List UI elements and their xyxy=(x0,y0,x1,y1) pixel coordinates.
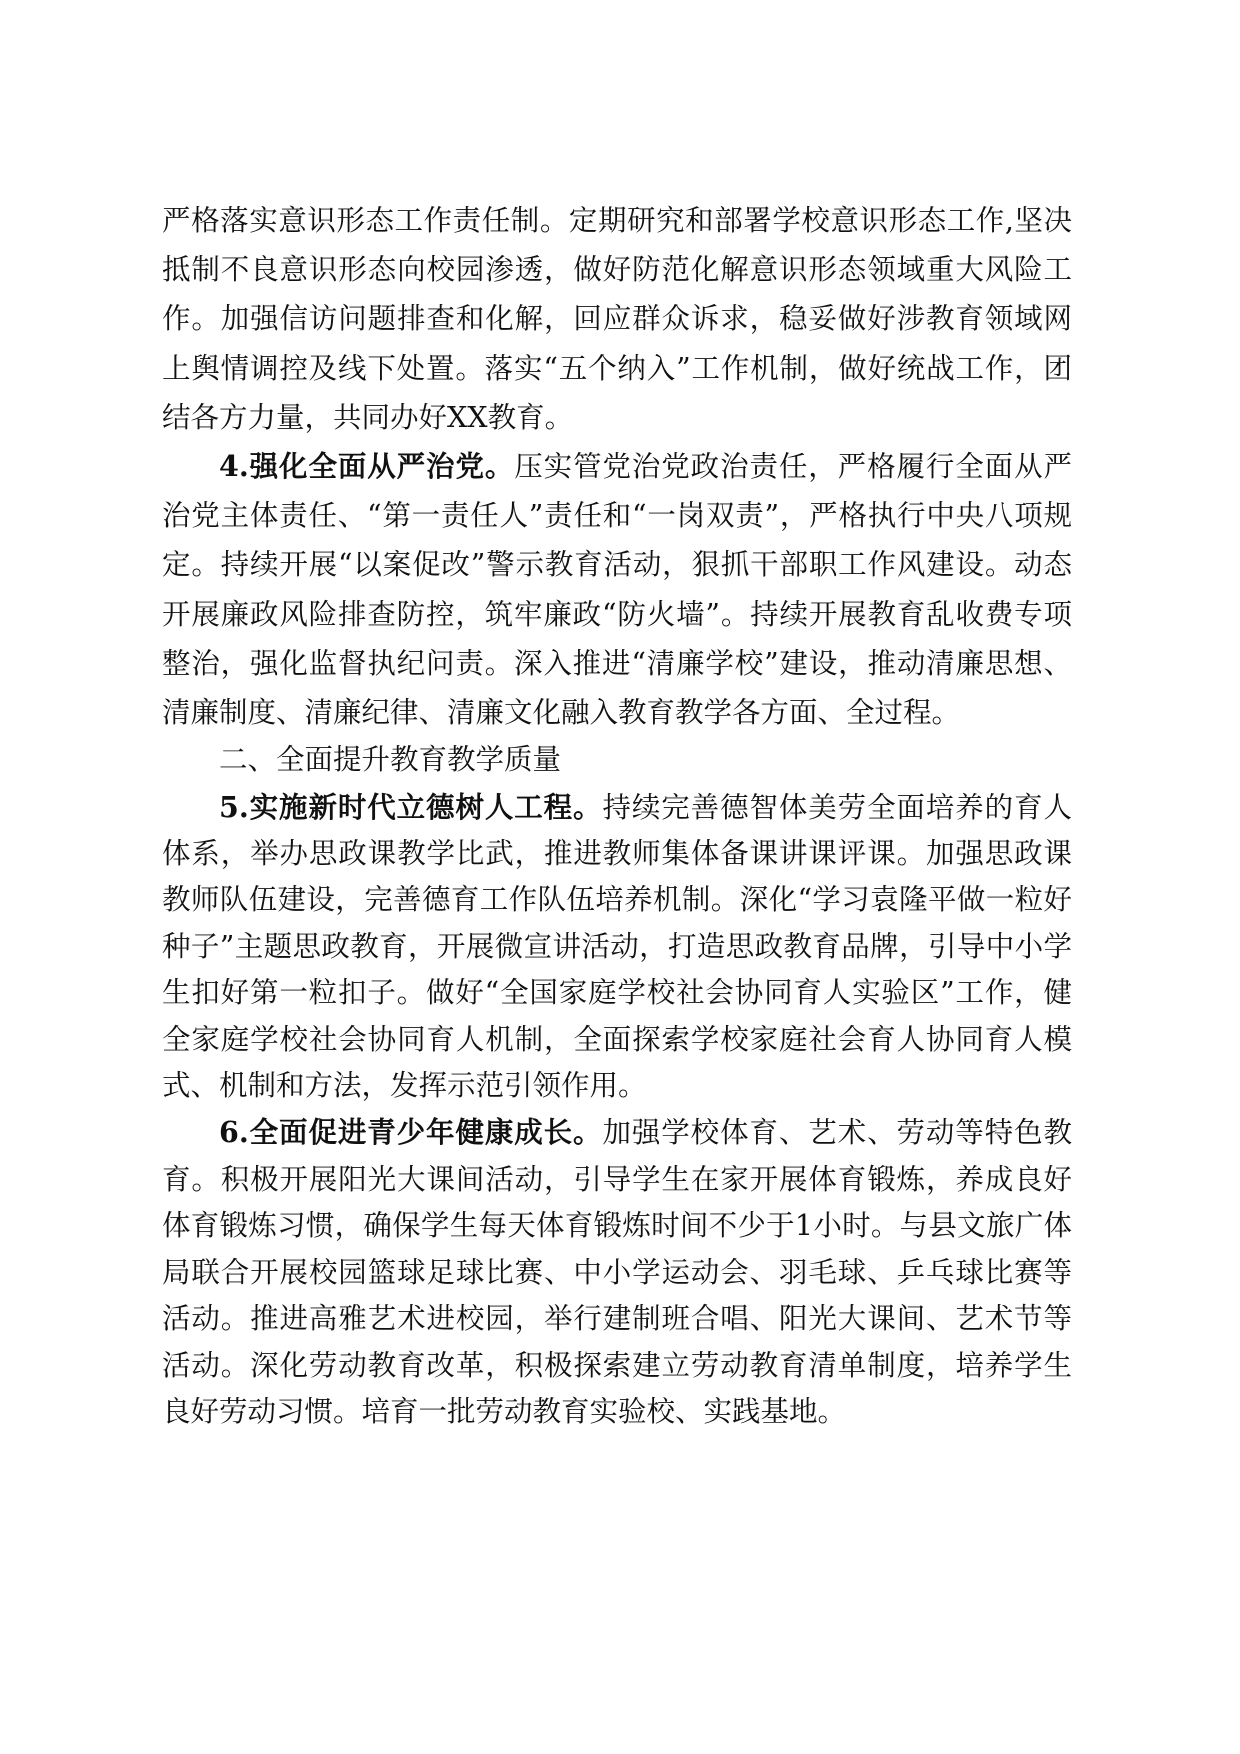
item-6-paragraph xyxy=(162,1109,1072,1435)
document-page xyxy=(162,196,1072,1435)
item-4-paragraph xyxy=(162,442,1072,737)
item-6-body: 加强学校体育、艺术、劳动等特色教育。积极开展阳光大课间活动，引导学生在家开展体育锻炼，养成良好体育锻炼习惯，确保学生每天体育锻炼时间不少于1小时。与县文旅广体局联合开展校园篮球足球比赛、中小学运动会、羽毛球、乒乓球比赛等活动。推进高雅艺术进校园，举行建制班合唱、阳光大课间、艺术节等活动。深化劳动教育改革，积极探索建立劳动教育清单制度，培养学生良好劳动习惯。培育一批劳动教育实验校、实践基地。 xyxy=(162,1116,1072,1428)
item-6-title: 6.全面促进青少年健康成长。 xyxy=(219,1115,603,1150)
item-4-title: 4.强化全面从严治党。 xyxy=(219,449,515,484)
item-5-paragraph xyxy=(162,784,1072,1110)
section-heading: 二、全面提升教育教学质量 xyxy=(219,743,562,777)
continuation-paragraph: 严格落实意识形态工作责任制。定期研究和部署学校意识形态工作,坚决抵制不良意识形态向校园渗透，做好防范化解意识形态领域重大风险工作。加强信访问题排查和化解，回应群众诉求，稳妥做好涉教育领域网上舆情调控及线下处置。落实“五个纳入”工作机制，做好统战工作，团结各方力量，共同办好XX教育。 xyxy=(162,204,1072,434)
item-4-body: 压实管党治党政治责任，严格履行全面从严治党主体责任、“第一责任人”责任和“一岗双责”，严格执行中央八项规定。持续开展“以案促改”警示教育活动，狠抓干部职工作风建设。动态开展廉政风险排查防控，筑牢廉政“防火墙”。持续开展教育乱收费专项整治，强化监督执纪问责。深入推进“清廉学校”建设，推动清廉思想、清廉制度、清廉纪律、清廉文化融入教育教学各方面、全过程。 xyxy=(162,450,1072,730)
item-5-title: 5.实施新时代立德树人工程。 xyxy=(219,789,603,824)
item-5-body: 持续完善德智体美劳全面培养的育人体系，举办思政课教学比武，推进教师集体备课讲课评课。加强思政课教师队伍建设，完善德育工作队伍培养机制。深化“学习袁隆平做一粒好种子”主题思政教育，开展微宣讲活动，打造思政教育品牌，引导中小学生扣好第一粒扣子。做好“全国家庭学校社会协同育人实验区”工作，健全家庭学校社会协同育人机制，全面探索学校家庭社会育人协同育人模式、机制和方法，发挥示范引领作用。 xyxy=(162,790,1072,1103)
